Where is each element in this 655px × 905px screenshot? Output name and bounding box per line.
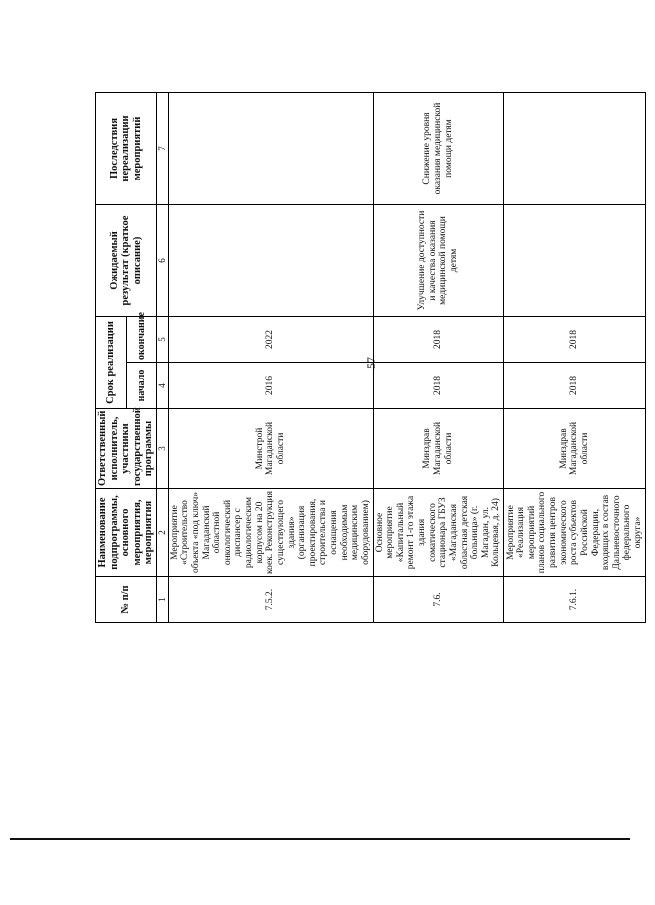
column-number: 7	[156, 93, 168, 205]
row-responsible: Минстрой Магаданской области	[168, 409, 373, 489]
row-num: 7.5.2.	[168, 577, 373, 623]
row-name: Основное мероприятие «Капитальный ремонт 1-го этажа здания соматического стационара ГБУЗ «Магаданская областная детская больница» (г. Магадан, ул. Кольцевая, д. 24)	[373, 489, 504, 577]
row-responsible: Минздрав Магаданской области	[504, 409, 646, 489]
row-consequences	[504, 93, 646, 205]
header-term-start: начало	[127, 363, 156, 409]
row-end: 2018	[504, 317, 646, 363]
table-row	[373, 93, 504, 623]
row-num: 7.6.1.	[504, 577, 646, 623]
row-start: 2018	[504, 363, 646, 409]
header-consequences: Последствия нереализации мероприятий	[96, 93, 157, 205]
horizontal-rule	[10, 838, 630, 840]
row-name: Мероприятие «Реализация мероприятий планов социального развития центров экономического роста субъектов Российской Федерации, входящих в состав Дальневосточного федерального округа»	[504, 489, 646, 577]
column-number: 1	[156, 577, 168, 623]
row-result	[168, 205, 373, 317]
row-name: Мероприятие «Строительство объекта «под ключ» Магаданский областной онкологический диспансер с радиологическим корпусом на 20 коек. Реконструкция существующего здания» (организация проектирования, строительства и оснащения необходимым медицинским оборудованием)	[168, 489, 373, 577]
header-responsible: Ответственный исполнитель, участники государственной программы	[96, 409, 157, 489]
column-number: 5	[156, 317, 168, 363]
page-number: 57	[364, 357, 378, 369]
row-end: 2018	[373, 317, 504, 363]
row-consequences: Снижение уровня оказания медицинской помощи детям	[373, 93, 504, 205]
table-row	[168, 93, 373, 623]
row-result	[504, 205, 646, 317]
header-name: Наименование подпрограммы, основного мероприятия, мероприятия	[96, 489, 157, 577]
events-table	[95, 92, 646, 623]
column-number: 6	[156, 205, 168, 317]
row-start: 2016	[168, 363, 373, 409]
rotated-table-container	[95, 93, 655, 623]
row-num: 7.6.	[373, 577, 504, 623]
column-number: 4	[156, 363, 168, 409]
header-num: № п/п	[96, 577, 157, 623]
row-end: 2022	[168, 317, 373, 363]
header-result: Ожидаемый результат (краткое описание)	[96, 205, 157, 317]
row-start: 2018	[373, 363, 504, 409]
column-number: 3	[156, 409, 168, 489]
row-consequences	[168, 93, 373, 205]
header-term-end: окончание	[127, 317, 156, 363]
column-number: 2	[156, 489, 168, 577]
header-term: Срок реализации	[96, 317, 127, 409]
column-numbers-row	[156, 93, 168, 623]
row-result: Улучшение доступности и качества оказания медицинской помощи детям	[373, 205, 504, 317]
table-row	[504, 93, 646, 623]
row-responsible: Минздрав Магаданской области	[373, 409, 504, 489]
